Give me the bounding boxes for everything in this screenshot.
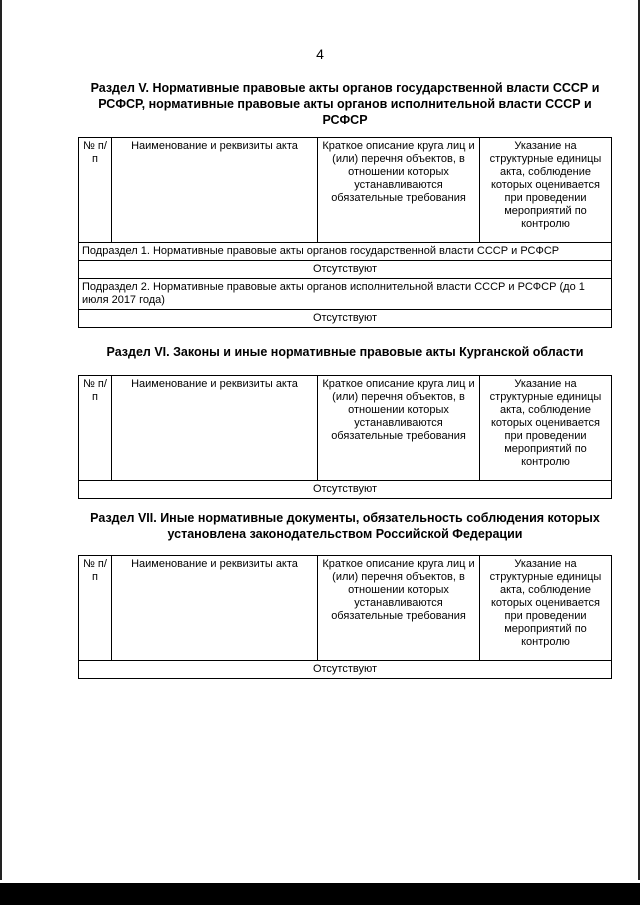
- header-indication: Указание на структурные единицы акта, соблюдение которых оценивается при проведении мероприятий по контролю: [480, 376, 612, 481]
- header-num: № п/п: [79, 138, 112, 243]
- header-description: Краткое описание круга лиц и (или) перечня объектов, в отношении которых устанавливаются обязательные требования: [318, 556, 480, 661]
- content-row: [79, 310, 612, 328]
- content-row: [79, 261, 612, 279]
- content-row: [79, 481, 612, 499]
- header-indication: Указание на структурные единицы акта, соблюдение которых оценивается при проведении мероприятий по контролю: [480, 138, 612, 243]
- header-indication: Указание на структурные единицы акта, соблюдение которых оценивается при проведении мероприятий по контролю: [480, 556, 612, 661]
- table-header-row: [79, 376, 612, 481]
- header-description: Краткое описание круга лиц и (или) перечня объектов, в отношении которых устанавливаются обязательные требования: [318, 376, 480, 481]
- header-name: Наименование и реквизиты акта: [112, 138, 318, 243]
- section-7-title: Раздел VII. Иные нормативные документы, обязательность соблюдения которых установлена законодательством Российской Федерации: [90, 511, 600, 541]
- section-6-content: Отсутствуют: [79, 481, 612, 499]
- section-5-table: [78, 137, 612, 328]
- scan-bottom-band: [0, 883, 640, 905]
- subsection-1-content: Отсутствуют: [79, 261, 612, 279]
- subsection-row: [79, 243, 612, 261]
- subsection-row: [79, 279, 612, 310]
- header-name: Наименование и реквизиты акта: [112, 376, 318, 481]
- content-row: [79, 661, 612, 679]
- table-header-row: [79, 138, 612, 243]
- header-num: № п/п: [79, 376, 112, 481]
- section-5-title: Раздел V. Нормативные правовые акты органов государственной власти СССР и РСФСР, нормативные правовые акты органов исполнительной власти СССР и РСФСР: [90, 81, 600, 127]
- header-name: Наименование и реквизиты акта: [112, 556, 318, 661]
- section-7-table: [78, 555, 612, 679]
- section-7-content: Отсутствуют: [79, 661, 612, 679]
- header-description: Краткое описание круга лиц и (или) перечня объектов, в отношении которых устанавливаются обязательные требования: [318, 138, 480, 243]
- header-num: № п/п: [79, 556, 112, 661]
- subsection-2-content: Отсутствуют: [79, 310, 612, 328]
- subsection-1-title: Подраздел 1. Нормативные правовые акты органов государственной власти СССР и РСФСР: [79, 243, 612, 261]
- section-6-table: [78, 375, 612, 499]
- subsection-2-title: Подраздел 2. Нормативные правовые акты органов исполнительной власти СССР и РСФСР (до 1 июля 2017 года): [79, 279, 612, 310]
- page-number: 4: [316, 46, 324, 62]
- table-header-row: [79, 556, 612, 661]
- scan-left-edge: [0, 0, 2, 880]
- section-6-title: Раздел VI. Законы и иные нормативные правовые акты Курганской области: [106, 345, 584, 359]
